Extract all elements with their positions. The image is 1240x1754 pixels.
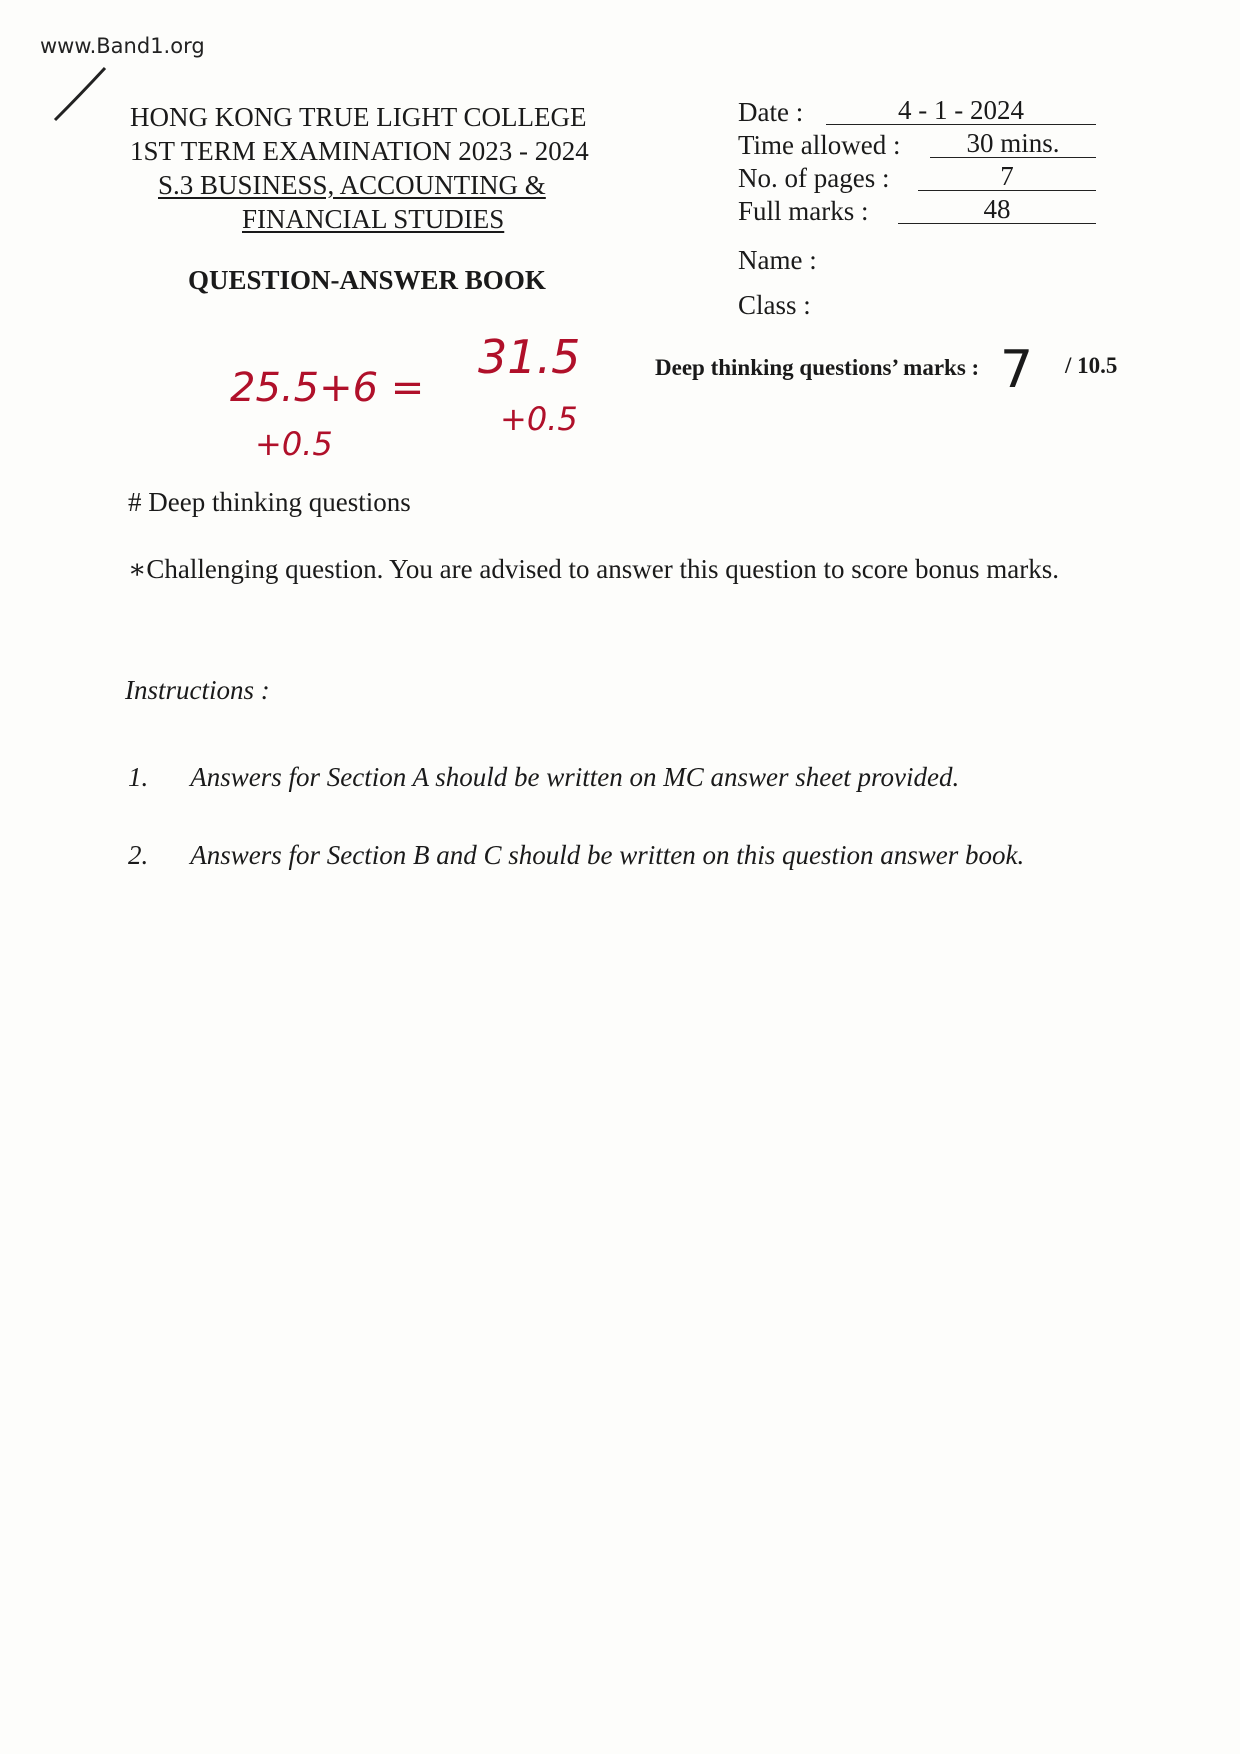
deep-marks-score: 7: [1000, 340, 1034, 400]
marks-row: [738, 195, 1138, 228]
handwritten-calculation: 25.5+6 =: [230, 365, 425, 411]
handwritten-bonus-2: +0.5: [500, 400, 578, 438]
deep-marks-total: / 10.5: [1065, 353, 1118, 378]
time-value: 30 mins.: [930, 129, 1096, 158]
instructions-title: Instructions :: [125, 675, 270, 705]
book-title: QUESTION-ANSWER BOOK: [188, 265, 546, 295]
instruction-number: 1.: [128, 762, 149, 792]
watermark: www.Band1.org: [40, 34, 205, 58]
date-label: Date :: [738, 97, 804, 127]
marks-label: Full marks :: [738, 196, 869, 226]
date-row: [738, 96, 1138, 129]
instruction-text: Answers for Section B and C should be written on this question answer book.: [190, 840, 1025, 870]
date-value: 4 - 1 - 2024: [826, 96, 1096, 125]
time-label: Time allowed :: [738, 130, 901, 160]
exam-title: 1ST TERM EXAMINATION 2023 - 2024: [130, 136, 589, 166]
marks-value: 48: [898, 195, 1096, 224]
instruction-item-1: [128, 762, 959, 793]
deep-marks-label: Deep thinking questions’ marks :: [655, 355, 980, 380]
subject-line-1: S.3 BUSINESS, ACCOUNTING &: [158, 170, 546, 200]
school-name: HONG KONG TRUE LIGHT COLLEGE: [130, 102, 587, 132]
class-field: Class :: [738, 290, 811, 320]
exam-info: [738, 96, 1138, 228]
name-field: Name :: [738, 245, 817, 275]
pen-stroke-mark: [50, 65, 110, 125]
instruction-item-2: [128, 840, 1024, 871]
pages-value: 7: [918, 162, 1096, 191]
instruction-text: Answers for Section A should be written on MC answer sheet provided.: [190, 762, 960, 792]
pages-row: [738, 162, 1138, 195]
challenge-legend: ∗Challenging question. You are advised to answer this question to score bonus marks.: [128, 554, 1059, 584]
handwritten-bonus-1: +0.5: [255, 425, 333, 463]
subject-line-2: FINANCIAL STUDIES: [242, 204, 505, 234]
pages-label: No. of pages :: [738, 163, 890, 193]
time-row: [738, 129, 1138, 162]
handwritten-result: 31.5: [478, 330, 581, 384]
school-header: [130, 100, 650, 236]
deep-thinking-legend: # Deep thinking questions: [128, 487, 411, 517]
instruction-number: 2.: [128, 840, 149, 870]
